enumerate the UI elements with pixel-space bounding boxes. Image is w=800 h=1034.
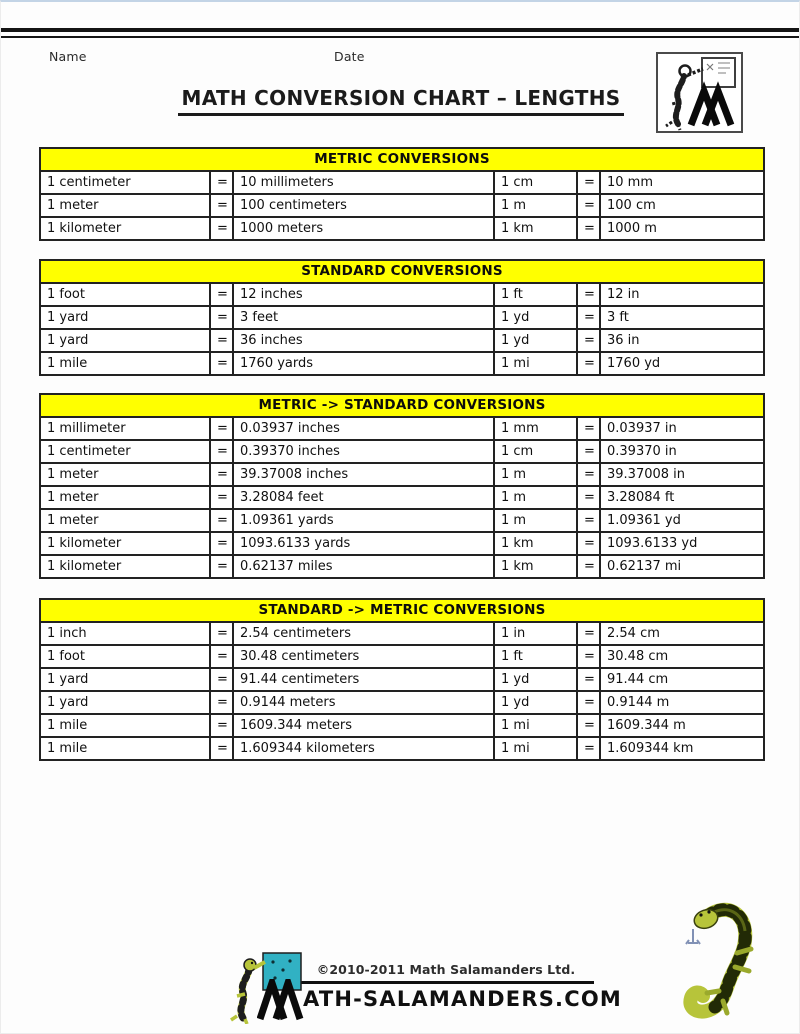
- metric-to-standard-conversions-table: [39, 393, 765, 579]
- unit-abbr: 1 km: [494, 555, 577, 578]
- table-row: [40, 668, 764, 691]
- equals-sign: =: [210, 622, 233, 645]
- salamander-mascot: [679, 895, 771, 1027]
- unit-value: 1093.6133 yards: [233, 532, 494, 555]
- unit-name: 1 mile: [40, 352, 210, 375]
- unit-name: 1 meter: [40, 194, 210, 217]
- unit-value: 0.03937 inches: [233, 417, 494, 440]
- unit-abbr-value: 1093.6133 yd: [600, 532, 764, 555]
- unit-value: 2.54 centimeters: [233, 622, 494, 645]
- equals-sign: =: [210, 668, 233, 691]
- standard-to-metric-conversions-table: [39, 598, 765, 761]
- unit-value: 1760 yards: [233, 352, 494, 375]
- table-row: [40, 283, 764, 306]
- unit-abbr: 1 m: [494, 486, 577, 509]
- metric-conversions-table: [39, 147, 765, 241]
- unit-name: 1 yard: [40, 691, 210, 714]
- unit-name: 1 meter: [40, 463, 210, 486]
- table-row: [40, 532, 764, 555]
- unit-value: 0.39370 inches: [233, 440, 494, 463]
- table-row: [40, 352, 764, 375]
- equals-sign: =: [577, 217, 600, 240]
- equals-sign: =: [577, 283, 600, 306]
- date-label: Date: [334, 49, 365, 64]
- unit-abbr: 1 mm: [494, 417, 577, 440]
- equals-sign: =: [210, 440, 233, 463]
- table-row: [40, 171, 764, 194]
- unit-name: 1 millimeter: [40, 417, 210, 440]
- equals-sign: =: [577, 329, 600, 352]
- table-row: [40, 645, 764, 668]
- unit-abbr: 1 km: [494, 532, 577, 555]
- unit-value: 10 millimeters: [233, 171, 494, 194]
- spotted-salamander-icon: [679, 895, 771, 1027]
- equals-sign: =: [210, 509, 233, 532]
- unit-abbr-value: 39.37008 in: [600, 463, 764, 486]
- table-row: [40, 217, 764, 240]
- equals-sign: =: [577, 668, 600, 691]
- unit-value: 1000 meters: [233, 217, 494, 240]
- unit-name: 1 centimeter: [40, 440, 210, 463]
- table-row: [40, 691, 764, 714]
- unit-abbr: 1 m: [494, 463, 577, 486]
- unit-abbr-value: 30.48 cm: [600, 645, 764, 668]
- top-divider-rule: [1, 28, 800, 38]
- unit-value: 30.48 centimeters: [233, 645, 494, 668]
- table-header: STANDARD CONVERSIONS: [40, 260, 764, 283]
- unit-value: 36 inches: [233, 329, 494, 352]
- equals-sign: =: [577, 714, 600, 737]
- unit-name: 1 yard: [40, 329, 210, 352]
- table-row: [40, 509, 764, 532]
- equals-sign: =: [577, 417, 600, 440]
- unit-name: 1 foot: [40, 283, 210, 306]
- table-row: [40, 329, 764, 352]
- unit-abbr: 1 ft: [494, 283, 577, 306]
- unit-abbr-value: 3.28084 ft: [600, 486, 764, 509]
- equals-sign: =: [210, 691, 233, 714]
- equals-sign: =: [577, 463, 600, 486]
- table-row: [40, 622, 764, 645]
- unit-abbr-value: 1.609344 km: [600, 737, 764, 760]
- table-row: [40, 737, 764, 760]
- unit-abbr: 1 m: [494, 194, 577, 217]
- unit-name: 1 kilometer: [40, 217, 210, 240]
- unit-abbr: 1 yd: [494, 306, 577, 329]
- equals-sign: =: [210, 194, 233, 217]
- unit-value: 1609.344 meters: [233, 714, 494, 737]
- unit-name: 1 inch: [40, 622, 210, 645]
- footer-divider-line: [297, 981, 594, 984]
- unit-abbr-value: 0.03937 in: [600, 417, 764, 440]
- equals-sign: =: [577, 352, 600, 375]
- table-header: METRIC CONVERSIONS: [40, 148, 764, 171]
- equals-sign: =: [210, 486, 233, 509]
- table-header: METRIC -> STANDARD CONVERSIONS: [40, 394, 764, 417]
- equals-sign: =: [210, 463, 233, 486]
- unit-value: 1.609344 kilometers: [233, 737, 494, 760]
- unit-abbr-value: 36 in: [600, 329, 764, 352]
- unit-abbr-value: 1760 yd: [600, 352, 764, 375]
- table-row: [40, 306, 764, 329]
- unit-name: 1 yard: [40, 668, 210, 691]
- equals-sign: =: [210, 283, 233, 306]
- unit-abbr: 1 in: [494, 622, 577, 645]
- unit-name: 1 kilometer: [40, 532, 210, 555]
- unit-abbr-value: 3 ft: [600, 306, 764, 329]
- table-row: [40, 463, 764, 486]
- unit-name: 1 mile: [40, 737, 210, 760]
- unit-value: 1.09361 yards: [233, 509, 494, 532]
- unit-abbr: 1 ft: [494, 645, 577, 668]
- equals-sign: =: [210, 555, 233, 578]
- equals-sign: =: [210, 306, 233, 329]
- name-label: Name: [49, 49, 87, 64]
- unit-abbr-value: 2.54 cm: [600, 622, 764, 645]
- equals-sign: =: [210, 737, 233, 760]
- unit-abbr-value: 10 mm: [600, 171, 764, 194]
- unit-value: 3 feet: [233, 306, 494, 329]
- equals-sign: =: [577, 737, 600, 760]
- unit-abbr-value: 1000 m: [600, 217, 764, 240]
- unit-abbr-value: 0.9144 m: [600, 691, 764, 714]
- table-header: STANDARD -> METRIC CONVERSIONS: [40, 599, 764, 622]
- copyright-text: ©2010-2011 Math Salamanders Ltd.: [316, 962, 576, 977]
- unit-value: 100 centimeters: [233, 194, 494, 217]
- unit-abbr: 1 yd: [494, 668, 577, 691]
- unit-name: 1 yard: [40, 306, 210, 329]
- unit-abbr: 1 m: [494, 509, 577, 532]
- table-row: [40, 486, 764, 509]
- unit-value: 39.37008 inches: [233, 463, 494, 486]
- site-domain-text: ATH-SALAMANDERS.COM: [303, 987, 622, 1011]
- table-row: [40, 555, 764, 578]
- unit-value: 91.44 centimeters: [233, 668, 494, 691]
- unit-abbr-value: 0.62137 mi: [600, 555, 764, 578]
- equals-sign: =: [210, 171, 233, 194]
- unit-abbr-value: 1609.344 m: [600, 714, 764, 737]
- unit-abbr-value: 91.44 cm: [600, 668, 764, 691]
- unit-value: 12 inches: [233, 283, 494, 306]
- equals-sign: =: [210, 352, 233, 375]
- unit-abbr: 1 yd: [494, 691, 577, 714]
- equals-sign: =: [210, 532, 233, 555]
- table-row: [40, 714, 764, 737]
- table-row: [40, 417, 764, 440]
- equals-sign: =: [210, 714, 233, 737]
- equals-sign: =: [210, 417, 233, 440]
- equals-sign: =: [577, 691, 600, 714]
- equals-sign: =: [577, 486, 600, 509]
- standard-conversions-table: [39, 259, 765, 376]
- equals-sign: =: [577, 306, 600, 329]
- equals-sign: =: [210, 645, 233, 668]
- unit-name: 1 meter: [40, 509, 210, 532]
- equals-sign: =: [577, 194, 600, 217]
- site-logo-initial-m: [257, 979, 305, 1021]
- equals-sign: =: [577, 532, 600, 555]
- equals-sign: =: [577, 440, 600, 463]
- unit-abbr-value: 100 cm: [600, 194, 764, 217]
- table-row: [40, 440, 764, 463]
- unit-name: 1 foot: [40, 645, 210, 668]
- table-row: [40, 194, 764, 217]
- unit-abbr: 1 km: [494, 217, 577, 240]
- unit-name: 1 mile: [40, 714, 210, 737]
- unit-abbr: 1 mi: [494, 714, 577, 737]
- equals-sign: =: [210, 329, 233, 352]
- unit-value: 3.28084 feet: [233, 486, 494, 509]
- unit-abbr: 1 cm: [494, 171, 577, 194]
- equals-sign: =: [577, 622, 600, 645]
- unit-abbr: 1 yd: [494, 329, 577, 352]
- unit-abbr-value: 12 in: [600, 283, 764, 306]
- equals-sign: =: [577, 555, 600, 578]
- unit-value: 0.9144 meters: [233, 691, 494, 714]
- unit-name: 1 meter: [40, 486, 210, 509]
- page-title: MATH CONVERSION CHART – LENGTHS: [178, 86, 625, 116]
- unit-abbr: 1 mi: [494, 737, 577, 760]
- unit-abbr: 1 mi: [494, 352, 577, 375]
- equals-sign: =: [210, 217, 233, 240]
- unit-abbr-value: 1.09361 yd: [600, 509, 764, 532]
- equals-sign: =: [577, 645, 600, 668]
- unit-value: 0.62137 miles: [233, 555, 494, 578]
- equals-sign: =: [577, 509, 600, 532]
- unit-name: 1 kilometer: [40, 555, 210, 578]
- unit-name: 1 centimeter: [40, 171, 210, 194]
- equals-sign: =: [577, 171, 600, 194]
- unit-abbr-value: 0.39370 in: [600, 440, 764, 463]
- unit-abbr: 1 cm: [494, 440, 577, 463]
